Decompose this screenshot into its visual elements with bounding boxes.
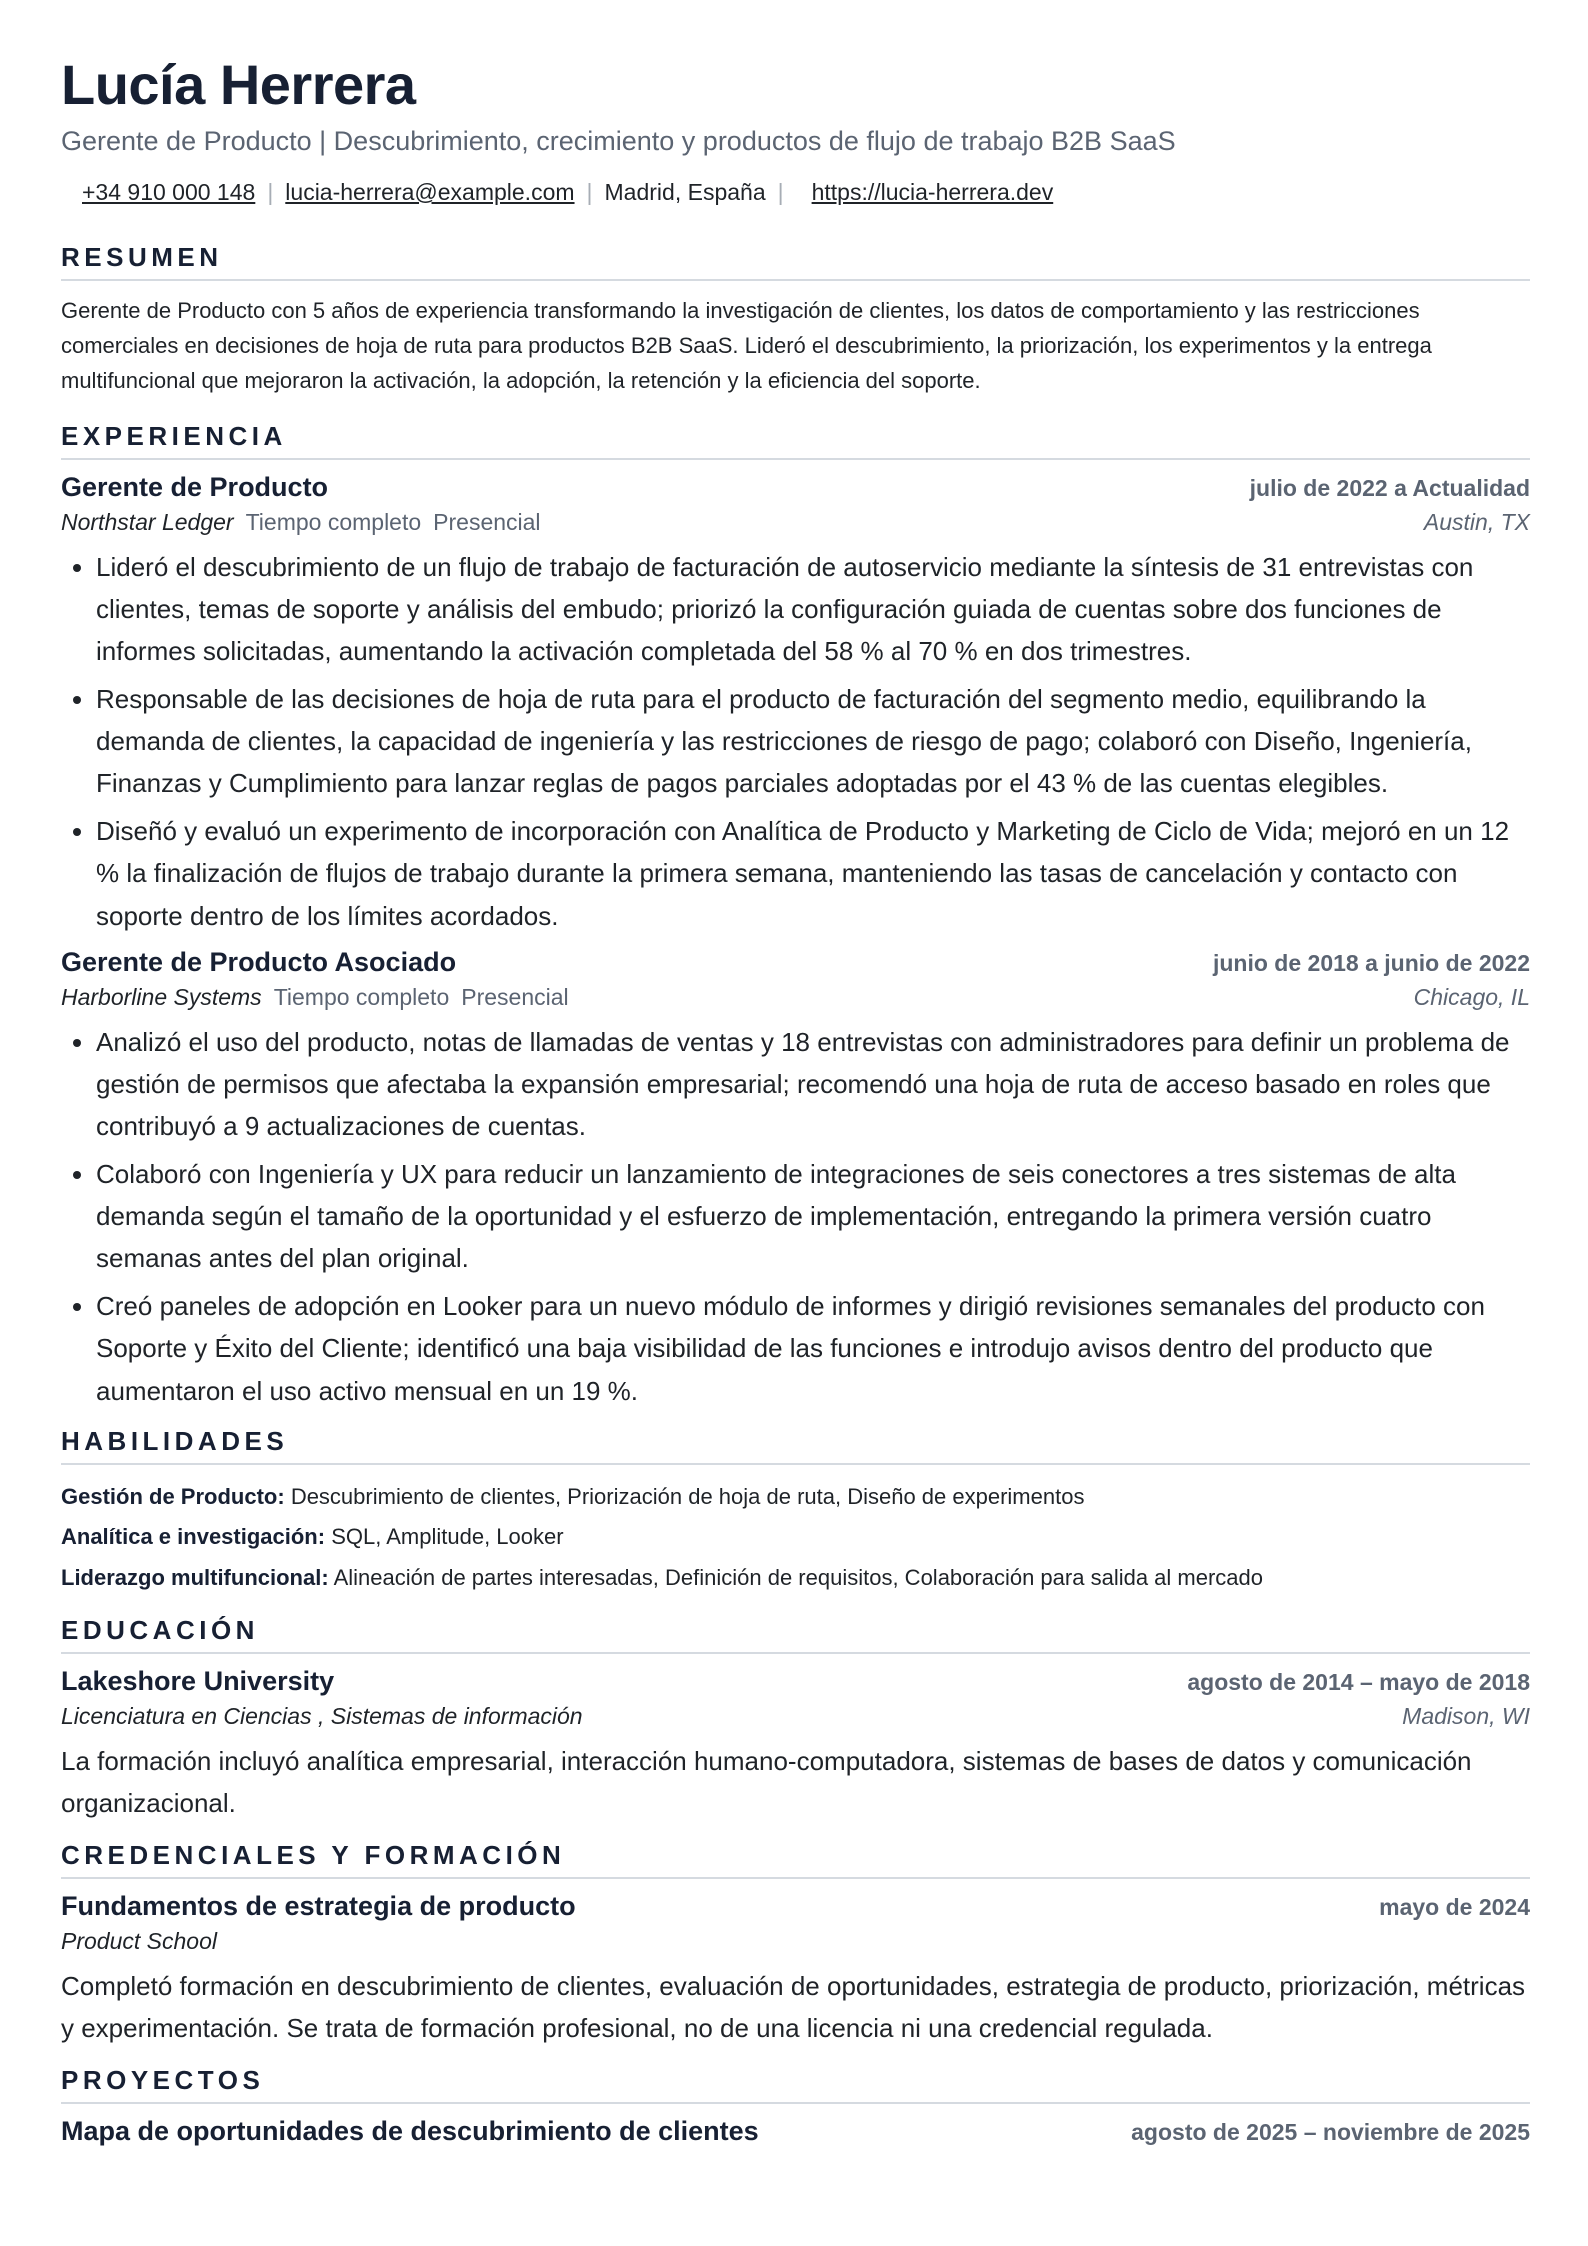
job-type: Tiempo completo — [273, 983, 450, 1010]
section-title-experience: EXPERIENCIA — [61, 421, 1530, 460]
credential-date: mayo de 2024 — [1379, 1893, 1530, 1920]
job-entry — [61, 472, 1530, 937]
job-bullet: • Diseñó y evaluó un experimento de incorporación con Analítica de Producto y Marketing de Ciclo de Vida; mejoró en un 12 % la finalización de flujos de trabajo durante la primera semana, manteniendo las tasas de cancelación y contacto con soporte dentro de los límites acordados. — [96, 810, 1530, 936]
job-company: Northstar Ledger — [61, 508, 234, 535]
email-link[interactable]: lucia-herrera@example.com — [285, 179, 575, 206]
job-bullet: • Colaboró con Ingeniería y UX para reducir un lanzamiento de integraciones de seis conectores a tres sistemas de alta demanda según el tamaño de la oportunidad y el esfuerzo de implementación, entregando la primera versión cuatro semanas antes del plan original. — [96, 1153, 1530, 1279]
job-mode: Presencial — [433, 508, 541, 535]
skill-group-items: Descubrimiento de clientes, Priorización de hoja de ruta, Diseño de experimentos — [290, 1483, 1085, 1509]
education-location: Madison, WI — [1402, 1702, 1530, 1729]
education-degree: Licenciatura en Ciencias , Sistemas de información — [61, 1702, 583, 1729]
education-section — [61, 1615, 1530, 1824]
summary-text: Gerente de Producto con 5 años de experiencia transformando la investigación de clientes, los datos de comportamiento y las restricciones comerciales en decisiones de hoja de ruta para productos B2B SaaS. Lideró el descubrimiento, la priorización, los experimentos y la entrega multifuncional que mejoraron la activación, la adopción, la retención y la eficiencia del soporte. — [61, 298, 1432, 394]
credential-issuer: Product School — [61, 1927, 217, 1954]
projects-section — [61, 2065, 1530, 2147]
skill-group-label: Liderazgo multifuncional: — [61, 1565, 329, 1590]
job-dates: julio de 2022 a Actualidad — [1249, 474, 1530, 501]
contact-line — [61, 179, 1530, 206]
credential-entry — [61, 1891, 1530, 2049]
candidate-name: Lucía Herrera — [61, 53, 416, 116]
education-school: Lakeshore University — [61, 1665, 335, 1696]
job-role: Gerente de Producto — [61, 471, 329, 502]
job-role: Gerente de Producto Asociado — [61, 946, 457, 977]
website-link[interactable]: https://lucia-herrera.dev — [811, 179, 1054, 206]
job-bullet: • Lideró el descubrimiento de un flujo de trabajo de facturación de autoservicio mediante la síntesis de 31 entrevistas con clientes, temas de soporte y análisis del embudo; priorizó la configuración guiada de cuentas sobre dos funciones de informes solicitadas, aumentando la activación completada del 58 % al 70 % en dos trimestres. — [96, 546, 1530, 672]
skill-group-label: Gestión de Producto: — [61, 1483, 285, 1509]
section-title-credentials: CREDENCIALES Y FORMACIÓN — [61, 1840, 1530, 1879]
job-entry — [61, 947, 1530, 1412]
candidate-headline: Gerente de Producto | Descubrimiento, crecimiento y productos de flujo de trabajo B2B SaaS — [61, 126, 1176, 156]
job-bullet: • Analizó el uso del producto, notas de llamadas de ventas y 18 entrevistas con administradores para definir un problema de gestión de permisos que afectaba la expansión empresarial; recomendó una hoja de ruta de acceso basado en roles que contribuyó a 9 actualizaciones de cuentas. — [96, 1021, 1530, 1147]
project-name: Mapa de oportunidades de descubrimiento de clientes — [61, 2116, 759, 2147]
experience-section — [61, 421, 1530, 1412]
project-entry — [61, 2116, 1530, 2147]
skills-section — [61, 1426, 1530, 1599]
job-bullets — [61, 546, 1530, 937]
skill-group-items: Alineación de partes interesadas, Definición de requisitos, Colaboración para salida al mercado — [333, 1565, 1264, 1590]
phone-link[interactable]: +34 910 000 148 — [82, 179, 256, 206]
section-title-projects: PROYECTOS — [61, 2065, 1530, 2104]
location-text: Madrid, España — [604, 179, 766, 206]
job-dates: junio de 2018 a junio de 2022 — [1212, 949, 1530, 976]
job-mode: Presencial — [461, 983, 569, 1010]
contact-separator: | — [267, 179, 274, 206]
contact-separator: | — [586, 179, 593, 206]
credential-description: Completó formación en descubrimiento de clientes, evaluación de oportunidades, estrategia de producto, priorización, métricas y experimentación. Se trata de formación profesional, no de una licencia ni una credencial regulada. — [61, 1970, 1526, 2044]
resume-content — [61, 50, 1530, 2147]
education-dates: agosto de 2014 – mayo de 2018 — [1187, 1668, 1530, 1695]
skill-group-items: SQL, Amplitude, Looker — [331, 1524, 564, 1550]
section-title-education: EDUCACIÓN — [61, 1615, 1530, 1654]
summary-section — [61, 242, 1530, 399]
skill-group — [61, 1558, 1530, 1599]
skill-group — [61, 1477, 1530, 1518]
job-location: Austin, TX — [1423, 508, 1530, 535]
job-type: Tiempo completo — [245, 508, 422, 535]
education-entry — [61, 1666, 1530, 1824]
project-dates: agosto de 2025 – noviembre de 2025 — [1131, 2119, 1530, 2146]
skill-group-label: Analítica e investigación: — [61, 1524, 326, 1550]
credentials-section — [61, 1840, 1530, 2049]
contact-separator: | — [777, 179, 784, 206]
job-bullet: • Responsable de las decisiones de hoja de ruta para el producto de facturación del segmento medio, equilibrando la demanda de clientes, la capacidad de ingeniería y las restricciones de riesgo de pago; colaboró con Diseño, Ingeniería, Finanzas y Cumplimiento para lanzar reglas de pagos parciales adoptadas por el 43 % de las cuentas elegibles. — [96, 678, 1530, 804]
credential-name: Fundamentos de estrategia de producto — [61, 1890, 576, 1921]
job-company: Harborline Systems — [61, 983, 262, 1010]
section-title-summary: RESUMEN — [61, 242, 1530, 281]
section-title-skills: HABILIDADES — [61, 1426, 1530, 1465]
job-location: Chicago, IL — [1413, 983, 1530, 1010]
job-bullet: • Creó paneles de adopción en Looker para un nuevo módulo de informes y dirigió revisiones semanales del producto con Soporte y Éxito del Cliente; identificó una baja visibilidad de las funciones e introdujo avisos dentro del producto que aumentaron el uso activo mensual en un 19 %. — [96, 1285, 1530, 1411]
education-description: La formación incluyó analítica empresarial, interacción humano-computadora, sistemas de bases de datos y comunicación organizacional. — [61, 1745, 1472, 1818]
skill-group — [61, 1517, 1530, 1558]
job-bullets — [61, 1021, 1530, 1412]
